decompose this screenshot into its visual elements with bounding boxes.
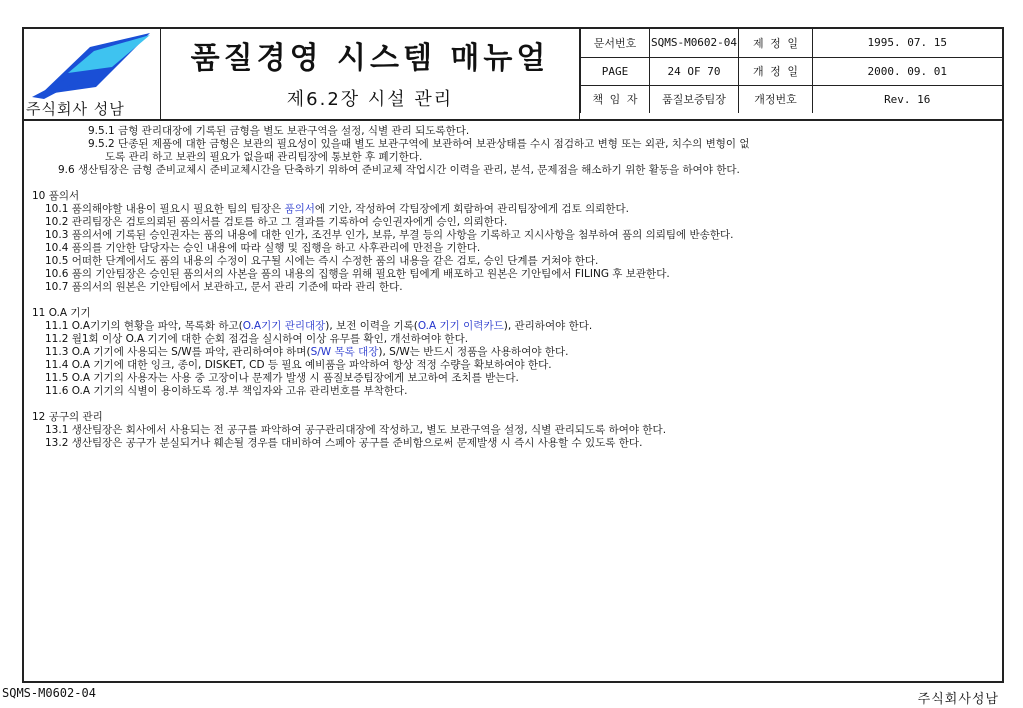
clause-10-5: 10.5 어떠한 단계에서도 품의 내용의 수정이 요구될 시에는 즉시 수정한 품의 내용을 같은 검토, 승인 단계를 거쳐야 한다. [45, 255, 599, 267]
section-10-heading: 10 품의서 [32, 190, 80, 202]
document-header [24, 29, 1002, 121]
clause-11-1 [28, 320, 998, 333]
title-cell [161, 29, 580, 119]
rev-label: 개정번호 [739, 85, 813, 113]
clause-11-3 [28, 346, 998, 359]
clause-9-5-2: 9.5.2 단종된 제품에 대한 금형은 보관의 필요성이 있을때 별도 보관구역에 보관하여 보관상태를 수시 점검하고 변형 또는 외관, 치수의 변형이 없 [88, 138, 750, 150]
owner-value: 품질보증팀장 [650, 85, 739, 113]
rev-value: Rev. 16 [813, 85, 1002, 113]
clause-11-3-text: 11.3 O.A 기기에 사용되는 S/W를 파악, 관리하여야 하며( [45, 346, 311, 358]
enact-label: 제 정 일 [739, 29, 813, 57]
clause-11-1-text-end: ), 관리하여야 한다. [503, 320, 593, 332]
form-link-sw-list[interactable]: S/W 목록 대장 [310, 346, 379, 358]
section-11-heading: 11 O.A 기기 [32, 307, 91, 319]
clause-10-6: 10.6 품의 기안팀장은 승인된 품의서의 사본을 품의 내용의 집행을 위해 필요한 팀에게 배포하고 원본은 기안팀에서 FILING 후 보관한다. [45, 268, 670, 280]
footer-company-name: 주식회사성남 [917, 692, 999, 707]
form-link-oa-ledger[interactable]: O.A기기 관리대장 [242, 320, 326, 332]
clause-10-2: 10.2 관리팀장은 검토의뢰된 품의서를 검토를 하고 그 결과를 기록하여 승인권자에게 승인, 의뢰한다. [45, 216, 508, 228]
clause-9-5-2-cont: 도록 관리 하고 보관의 필요가 없을때 관리팀장에 통보한 후 폐기한다. [105, 151, 423, 163]
clause-11-1-text-mid: ), 보전 이력을 기록( [325, 320, 418, 332]
owner-label: 책 임 자 [581, 85, 650, 113]
form-link-oa-history-card[interactable]: O.A 기기 이력카드 [417, 320, 504, 332]
revise-date: 2000. 09. 01 [813, 57, 1002, 85]
clause-11-5: 11.5 O.A 기기의 사용자는 사용 중 고장이나 문제가 발생 시 품질보증팀장에게 보고하여 조치를 받는다. [45, 372, 519, 384]
doc-no-label: 문서번호 [581, 29, 650, 57]
clause-9-5-1: 9.5.1 금형 관리대장에 기록된 금형을 별도 보관구역을 설정, 식별 관리 되도록한다. [88, 125, 470, 137]
clause-13-2: 13.2 생산팀장은 공구가 분실되거나 훼손될 경우를 대비하여 스페아 공구를 준비함으로써 문제발생 시 즉시 사용할 수 있도록 한다. [45, 437, 643, 449]
clause-11-3-text-end: ), S/W는 반드시 정품을 사용하여야 한다. [378, 346, 569, 358]
clause-11-1-text: 11.1 O.A기기의 현황을 파악, 목록화 하고( [45, 320, 243, 332]
page-label: PAGE [581, 57, 650, 85]
enact-date: 1995. 07. 15 [813, 29, 1002, 57]
clause-10-3: 10.3 품의서에 기록된 승인권자는 품의 내용에 대한 인가, 조건부 인가, 보류, 부결 등의 사항을 기록하고 지시사항을 첨부하여 품의 의뢰팀에 반송한다. [45, 229, 734, 241]
logo-cell [24, 29, 161, 119]
clause-10-1-text: 10.1 품의해야할 내용이 필요시 필요한 팀의 팀장은 [45, 203, 285, 215]
document-meta-table [580, 29, 1002, 113]
footer-doc-code: SQMS-M0602-04 [2, 686, 96, 700]
clause-10-1-text-end: 에 기안, 작성하여 각팀장에게 회람하여 관리팀장에게 검토 의뢰한다. [314, 203, 629, 215]
document-body [28, 125, 998, 450]
clause-10-1 [28, 203, 998, 216]
page-value: 24 OF 70 [650, 57, 739, 85]
clause-10-4: 10.4 품의를 기안한 담당자는 승인 내용에 따라 실행 및 집행을 하고 사후관리에 만전을 기한다. [45, 242, 481, 254]
revise-label: 개 정 일 [739, 57, 813, 85]
clause-13-1: 13.1 생산팀장은 회사에서 사용되는 전 공구를 파악하여 공구관리대장에 작성하고, 별도 보관구역을 설정, 식별 관리되도록 하여야 한다. [45, 424, 667, 436]
main-title: 품질경영 시스템 매뉴얼 [190, 41, 550, 76]
doc-no-value: SQMS-M0602-04 [650, 29, 739, 57]
company-logo-icon [30, 33, 156, 99]
clause-11-6: 11.6 O.A 기기의 식별이 용이하도록 정.부 책임자와 고유 관리번호를 부착한다. [45, 385, 408, 397]
company-name: 주식회사 성남 [26, 100, 125, 118]
section-12-heading: 12 공구의 관리 [32, 411, 103, 423]
clause-11-2: 11.2 월1회 이상 O.A 기기에 대한 순회 점검을 실시하여 이상 유무를 확인, 개선하여야 한다. [45, 333, 469, 345]
clause-9-6: 9.6 생산팀장은 금형 준비교체시 준비교체시간을 단축하기 위하여 준비교체 작업시간 이력을 관리, 분석, 문제점을 해소하기 위한 활동을 하여야 한다. [58, 164, 740, 176]
form-link-pumuiseo[interactable]: 품의서 [284, 203, 315, 215]
chapter-title: 제6.2장 시설 관리 [286, 89, 454, 110]
clause-11-4: 11.4 O.A 기기에 대한 잉크, 종이, DISKET, CD 등 필요 예비품을 파악하여 항상 적정 수량을 확보하여야 한다. [45, 359, 552, 371]
clause-10-7: 10.7 품의서의 원본은 기안팀에서 보관하고, 문서 관리 기준에 따라 관리 한다. [45, 281, 403, 293]
document-frame [22, 27, 1004, 683]
